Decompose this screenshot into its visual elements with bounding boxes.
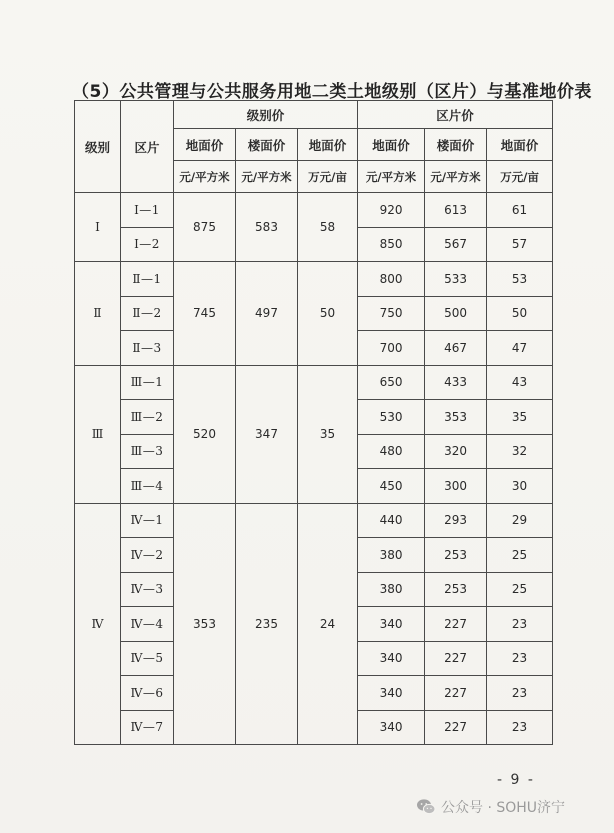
zone-land-price: 920 (358, 193, 425, 228)
zone-cell: Ⅰ—1 (121, 193, 174, 228)
grade-cell: Ⅱ (75, 262, 121, 366)
zone-land-price: 800 (358, 262, 425, 297)
zone-cell: Ⅰ—2 (121, 227, 174, 262)
zone-floor-price: 253 (425, 538, 487, 573)
header-grade-mu-price: 地面价 (298, 129, 358, 161)
zone-floor-price: 467 (425, 331, 487, 366)
zone-floor-price: 533 (425, 262, 487, 297)
unit-grade-land: 元/平方米 (174, 161, 236, 193)
grade-cell: Ⅳ (75, 503, 121, 745)
zone-mu-price: 29 (487, 503, 553, 538)
zone-floor-price: 227 (425, 676, 487, 711)
zone-mu-price: 23 (487, 676, 553, 711)
zone-mu-price: 23 (487, 641, 553, 676)
grade-land-price: 520 (174, 365, 236, 503)
page-number: - 9 - (497, 772, 535, 788)
grade-floor-price: 347 (236, 365, 298, 503)
zone-land-price: 480 (358, 434, 425, 469)
grade-land-price: 875 (174, 193, 236, 262)
table-row (75, 503, 553, 538)
zone-land-price: 850 (358, 227, 425, 262)
zone-floor-price: 293 (425, 503, 487, 538)
zone-land-price: 700 (358, 331, 425, 366)
zone-land-price: 380 (358, 538, 425, 573)
unit-zone-floor: 元/平方米 (425, 161, 487, 193)
zone-floor-price: 320 (425, 434, 487, 469)
grade-cell: Ⅲ (75, 365, 121, 503)
zone-mu-price: 23 (487, 710, 553, 745)
grade-cell: Ⅰ (75, 193, 121, 262)
zone-floor-price: 613 (425, 193, 487, 228)
watermark-text: 公众号 · SOHU济宁 (441, 800, 566, 816)
zone-cell: Ⅳ—7 (121, 710, 174, 745)
zone-mu-price: 43 (487, 365, 553, 400)
zone-cell: Ⅱ—1 (121, 262, 174, 297)
zone-land-price: 380 (358, 572, 425, 607)
table-row (75, 262, 553, 297)
header-grade-price: 级别价 (174, 101, 358, 129)
zone-mu-price: 50 (487, 296, 553, 331)
zone-floor-price: 567 (425, 227, 487, 262)
zone-land-price: 750 (358, 296, 425, 331)
grade-floor-price: 235 (236, 503, 298, 745)
zone-floor-price: 300 (425, 469, 487, 504)
zone-cell: Ⅳ—6 (121, 676, 174, 711)
zone-land-price: 650 (358, 365, 425, 400)
zone-mu-price: 61 (487, 193, 553, 228)
zone-mu-price: 30 (487, 469, 553, 504)
grade-mu-price: 24 (298, 503, 358, 745)
header-grade: 级别 (75, 101, 121, 193)
zone-floor-price: 433 (425, 365, 487, 400)
zone-mu-price: 25 (487, 572, 553, 607)
unit-zone-land: 元/平方米 (358, 161, 425, 193)
zone-cell: Ⅳ—1 (121, 503, 174, 538)
header-zone-floor-price: 楼面价 (425, 129, 487, 161)
zone-floor-price: 227 (425, 710, 487, 745)
header-zone-mu-price: 地面价 (487, 129, 553, 161)
grade-floor-price: 497 (236, 262, 298, 366)
header-zone: 区片 (121, 101, 174, 193)
zone-mu-price: 47 (487, 331, 553, 366)
zone-floor-price: 353 (425, 400, 487, 435)
zone-floor-price: 227 (425, 641, 487, 676)
zone-cell: Ⅲ—1 (121, 365, 174, 400)
zone-mu-price: 25 (487, 538, 553, 573)
zone-land-price: 340 (358, 607, 425, 642)
zone-cell: Ⅳ—2 (121, 538, 174, 573)
zone-land-price: 440 (358, 503, 425, 538)
grade-land-price: 745 (174, 262, 236, 366)
zone-mu-price: 32 (487, 434, 553, 469)
unit-grade-mu: 万元/亩 (298, 161, 358, 193)
wechat-icon (416, 798, 436, 816)
zone-mu-price: 23 (487, 607, 553, 642)
zone-land-price: 340 (358, 710, 425, 745)
zone-cell: Ⅱ—2 (121, 296, 174, 331)
zone-land-price: 340 (358, 641, 425, 676)
zone-cell: Ⅳ—5 (121, 641, 174, 676)
zone-cell: Ⅳ—3 (121, 572, 174, 607)
zone-cell: Ⅲ—2 (121, 400, 174, 435)
table-title: （5）公共管理与公共服务用地二类土地级别（区片）与基准地价表 (72, 82, 592, 102)
table-row (75, 193, 553, 228)
unit-grade-floor: 元/平方米 (236, 161, 298, 193)
zone-land-price: 450 (358, 469, 425, 504)
zone-mu-price: 53 (487, 262, 553, 297)
zone-floor-price: 253 (425, 572, 487, 607)
zone-cell: Ⅱ—3 (121, 331, 174, 366)
unit-zone-mu: 万元/亩 (487, 161, 553, 193)
grade-floor-price: 583 (236, 193, 298, 262)
header-grade-floor-price: 楼面价 (236, 129, 298, 161)
zone-land-price: 340 (358, 676, 425, 711)
zone-cell: Ⅳ—4 (121, 607, 174, 642)
header-row-1 (75, 101, 553, 129)
header-zone-land-price: 地面价 (358, 129, 425, 161)
zone-mu-price: 35 (487, 400, 553, 435)
zone-land-price: 530 (358, 400, 425, 435)
grade-mu-price: 50 (298, 262, 358, 366)
header-grade-land-price: 地面价 (174, 129, 236, 161)
grade-mu-price: 35 (298, 365, 358, 503)
zone-cell: Ⅲ—4 (121, 469, 174, 504)
zone-cell: Ⅲ—3 (121, 434, 174, 469)
grade-mu-price: 58 (298, 193, 358, 262)
zone-mu-price: 57 (487, 227, 553, 262)
zone-floor-price: 227 (425, 607, 487, 642)
land-price-table (74, 100, 553, 745)
grade-land-price: 353 (174, 503, 236, 745)
header-zone-price: 区片价 (358, 101, 553, 129)
zone-floor-price: 500 (425, 296, 487, 331)
table-row (75, 365, 553, 400)
watermark (416, 797, 565, 817)
